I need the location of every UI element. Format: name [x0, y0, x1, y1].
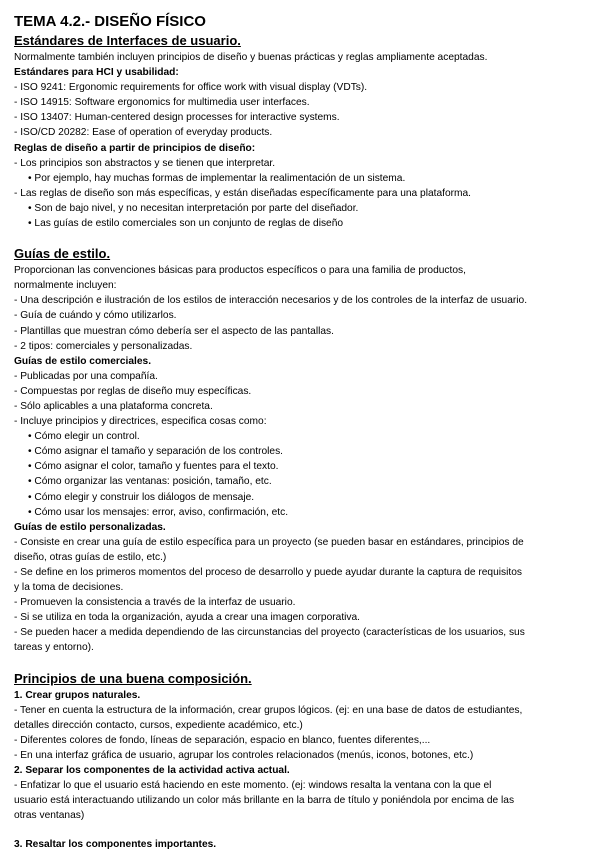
- list-item: usuario está interactuando utilizando un color más brillante en la barra de título y poniéndola por encima de las: [14, 795, 515, 807]
- list-item: - Incluye principios y directrices, especifica cosas como:: [14, 416, 267, 428]
- list-item: - Guía de cuándo y cómo utilizarlos.: [14, 310, 177, 322]
- list-item: y la toma de decisiones.: [14, 582, 124, 594]
- list-item: - Plantillas que muestran cómo debería ser el aspecto de las pantallas.: [14, 325, 334, 337]
- subheading: 1. Crear grupos naturales.: [14, 689, 141, 701]
- subheading: Guías de estilo personalizadas.: [14, 521, 166, 533]
- list-item: - Sólo aplicables a una plataforma concreta.: [14, 400, 213, 412]
- paragraph: Proporcionan las convenciones básicas para productos específicos o para una familia de productos,: [14, 265, 466, 277]
- list-item: - Tener en cuenta la estructura de la información, crear grupos lógicos. (ej: en una base de datos de estudiantes,: [14, 704, 523, 716]
- list-item: - Los principios son abstractos y se tienen que interpretar.: [14, 157, 276, 169]
- list-item: - ISO/CD 20282: Ease of operation of everyday products.: [14, 127, 273, 139]
- bullet-item: • Cómo elegir y construir los diálogos de mensaje.: [14, 490, 590, 505]
- paragraph: normalmente incluyen:: [14, 280, 117, 292]
- list-item: diseño, otras guías de estilo, etc.): [14, 551, 167, 563]
- bullet-item: • Cómo organizar las ventanas: posición, tamaño, etc.: [14, 474, 590, 489]
- list-item: otras ventanas): [14, 810, 85, 822]
- list-item: - ISO 14915: Software ergonomics for multimedia user interfaces.: [14, 97, 310, 109]
- list-item: - Se define en los primeros momentos del proceso de desarrollo y puede ayudar durante la captura de requisitos: [14, 567, 522, 578]
- list-item: - Publicadas por una compañía.: [14, 370, 158, 382]
- list-item: - Compuestas por reglas de diseño muy específicas.: [14, 385, 252, 397]
- subheading: 2. Separar los componentes de la actividad activa actual.: [14, 765, 290, 777]
- list-item: - Consiste en crear una guía de estilo específica para un proyecto (se pueden basar en estándares, principios de: [14, 536, 524, 548]
- section-heading-principios: Principios de una buena composición.: [14, 670, 252, 686]
- list-item: - Una descripción e ilustración de los estilos de interacción necesarios y de los controles de la interfaz de usuario.: [14, 295, 528, 307]
- list-item: - En una interfaz gráfica de usuario, agrupar los controles relacionados (menús, iconos, botones, etc.): [14, 749, 474, 761]
- subheading: 3. Resaltar los componentes importantes.: [14, 839, 217, 851]
- list-item: detalles dirección contacto, cursos, expediente académico, etc.): [14, 719, 303, 731]
- bullet-item: • Cómo usar los mensajes: error, aviso, confirmación, etc.: [14, 505, 590, 520]
- bullet-item: • Son de bajo nivel, y no necesitan interpretación por parte del diseñador.: [14, 201, 590, 216]
- subheading: Reglas de diseño a partir de principios de diseño:: [14, 142, 256, 154]
- list-item: - Si se utiliza en toda la organización, ayuda a crear una imagen corporativa.: [14, 612, 361, 624]
- bullet-item: • Las guías de estilo comerciales son un conjunto de reglas de diseño: [14, 216, 590, 231]
- bullet-item: • Cómo asignar el tamaño y separación de los controles.: [14, 444, 590, 459]
- bullet-item: • Por ejemplo, hay muchas formas de implementar la realimentación de un sistema.: [14, 171, 590, 186]
- subheading: Estándares para HCI y usabilidad:: [14, 67, 179, 79]
- list-item: - Las reglas de diseño son más específicas, y están diseñadas específicamente para una plataforma.: [14, 187, 471, 199]
- document: [14, 12, 590, 853]
- bullet-item: • Cómo elegir un control.: [14, 429, 590, 444]
- section-heading-guias: Guías de estilo.: [14, 246, 111, 262]
- list-item: - 2 tipos: comerciales y personalizadas.: [14, 340, 193, 352]
- list-item: - Diferentes colores de fondo, líneas de separación, espacio en blanco, fuentes diferentes,...: [14, 734, 431, 746]
- subheading: Guías de estilo comerciales.: [14, 355, 152, 367]
- spacer: [14, 823, 590, 837]
- paragraph: Normalmente también incluyen principios de diseño y buenas prácticas y reglas ampliamente aceptadas.: [14, 52, 488, 63]
- list-item: - Se pueden hacer a medida dependiendo de las circunstancias del proyecto (características de los usuarios, sus: [14, 627, 525, 639]
- section-heading-estandares: Estándares de Interfaces de usuario.: [14, 33, 241, 48]
- list-item: - Promueven la consistencia a través de la interfaz de usuario.: [14, 597, 296, 609]
- list-item: tareas y entorno).: [14, 642, 94, 654]
- page-title: TEMA 4.2.- DISEÑO FÍSICO: [14, 13, 206, 30]
- list-item: - Enfatizar lo que el usuario está haciendo en este momento. (ej: windows resalta la ventana con la que el: [14, 780, 492, 792]
- bullet-item: • Cómo asignar el color, tamaño y fuentes para el texto.: [14, 459, 590, 474]
- list-item: - ISO 13407: Human-centered design processes for interactive systems.: [14, 112, 340, 124]
- list-item: - ISO 9241: Ergonomic requirements for office work with visual display (VDTs).: [14, 82, 368, 94]
